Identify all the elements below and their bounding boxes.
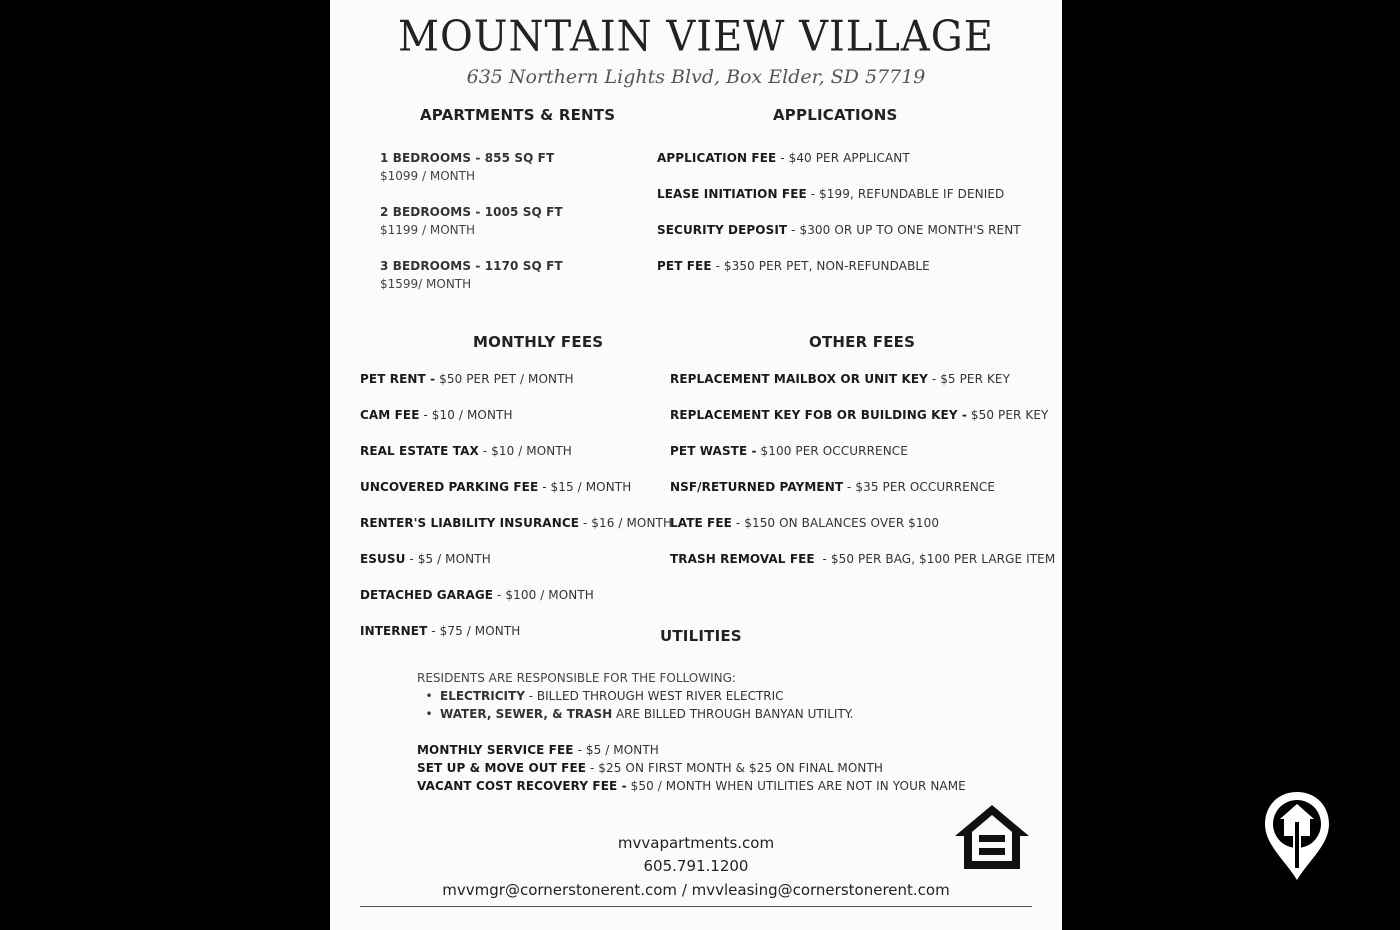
utilities-bullet-electricity: • ELECTRICITY - BILLED THROUGH WEST RIVER ELECTRIC	[425, 689, 784, 703]
property-title: MOUNTAIN VIEW VILLAGE	[398, 12, 994, 62]
mailbox-key-line: REPLACEMENT MAILBOX OR UNIT KEY - $5 PER KEY	[670, 372, 1011, 386]
parking-fee-line: UNCOVERED PARKING FEE - $15 / MONTH	[360, 480, 632, 494]
monthly-service-fee-line: MONTHLY SERVICE FEE - $5 / MONTH	[417, 743, 659, 757]
pet-rent-line: PET RENT - $50 PER PET / MONTH	[360, 372, 574, 386]
real-estate-tax-line: REAL ESTATE TAX - $10 / MONTH	[360, 444, 572, 458]
footer-divider	[360, 906, 1032, 907]
house-key-location-pin-icon	[1262, 790, 1332, 882]
key-fob-line: REPLACEMENT KEY FOB OR BUILDING KEY - $50 PER KEY	[670, 408, 1049, 422]
application-fee-line: APPLICATION FEE - $40 PER APPLICANT	[657, 151, 910, 165]
phone-number[interactable]: 605.791.1200	[643, 857, 749, 875]
late-fee-line: LATE FEE - $150 ON BALANCES OVER $100	[670, 516, 940, 530]
flyer-sheet	[330, 0, 1062, 930]
utilities-bullet-water: • WATER, SEWER, & TRASH ARE BILLED THROUGH BANYAN UTILITY.	[425, 707, 854, 721]
internet-line: INTERNET - $75 / MONTH	[360, 624, 521, 638]
unit-1-rent: $1099 / MONTH	[380, 169, 475, 183]
nsf-payment-line: NSF/RETURNED PAYMENT - $35 PER OCCURRENCE	[670, 480, 996, 494]
utilities-heading: UTILITIES	[660, 627, 742, 645]
utilities-intro: RESIDENTS ARE RESPONSIBLE FOR THE FOLLOWING:	[417, 671, 736, 685]
move-out-fee-line: SET UP & MOVE OUT FEE - $25 ON FIRST MONTH & $25 ON FINAL MONTH	[417, 761, 884, 775]
vacant-cost-fee-line: VACANT COST RECOVERY FEE - $50 / MONTH WHEN UTILITIES ARE NOT IN YOUR NAME	[417, 779, 966, 793]
unit-2-rent: $1199 / MONTH	[380, 223, 475, 237]
unit-3-name: 3 BEDROOMS - 1170 SQ FT	[380, 259, 563, 273]
detached-garage-line: DETACHED GARAGE - $100 / MONTH	[360, 588, 594, 602]
cam-fee-line: CAM FEE - $10 / MONTH	[360, 408, 513, 422]
apartments-heading: APARTMENTS & RENTS	[420, 106, 616, 124]
security-deposit-line: SECURITY DEPOSIT - $300 OR UP TO ONE MONTH'S RENT	[657, 223, 1021, 237]
pet-fee-line: PET FEE - $350 PER PET, NON-REFUNDABLE	[657, 259, 930, 273]
unit-2-name: 2 BEDROOMS - 1005 SQ FT	[380, 205, 563, 219]
liability-insurance-line: RENTER'S LIABILITY INSURANCE - $16 / MONTH	[360, 516, 673, 530]
other-fees-heading: OTHER FEES	[809, 333, 916, 351]
equal-housing-opportunity-icon	[952, 802, 1032, 872]
pet-waste-line: PET WASTE - $100 PER OCCURRENCE	[670, 444, 908, 458]
unit-3-rent: $1599/ MONTH	[380, 277, 472, 291]
lease-initiation-fee-line: LEASE INITIATION FEE - $199, REFUNDABLE IF DENIED	[657, 187, 1005, 201]
esusu-line: ESUSU - $5 / MONTH	[360, 552, 491, 566]
website-link[interactable]: mvvapartments.com	[617, 834, 775, 852]
unit-1-name: 1 BEDROOMS - 855 SQ FT	[380, 151, 555, 165]
applications-heading: APPLICATIONS	[773, 106, 898, 124]
trash-removal-line: TRASH REMOVAL FEE - $50 PER BAG, $100 PER LARGE ITEM	[670, 552, 1056, 566]
monthly-fees-heading: MONTHLY FEES	[473, 333, 604, 351]
email-links[interactable]: mvvmgr@cornerstonerent.com / mvvleasing@cornerstonerent.com	[442, 881, 950, 899]
property-address: 635 Northern Lights Blvd, Box Elder, SD 57719	[466, 66, 926, 88]
